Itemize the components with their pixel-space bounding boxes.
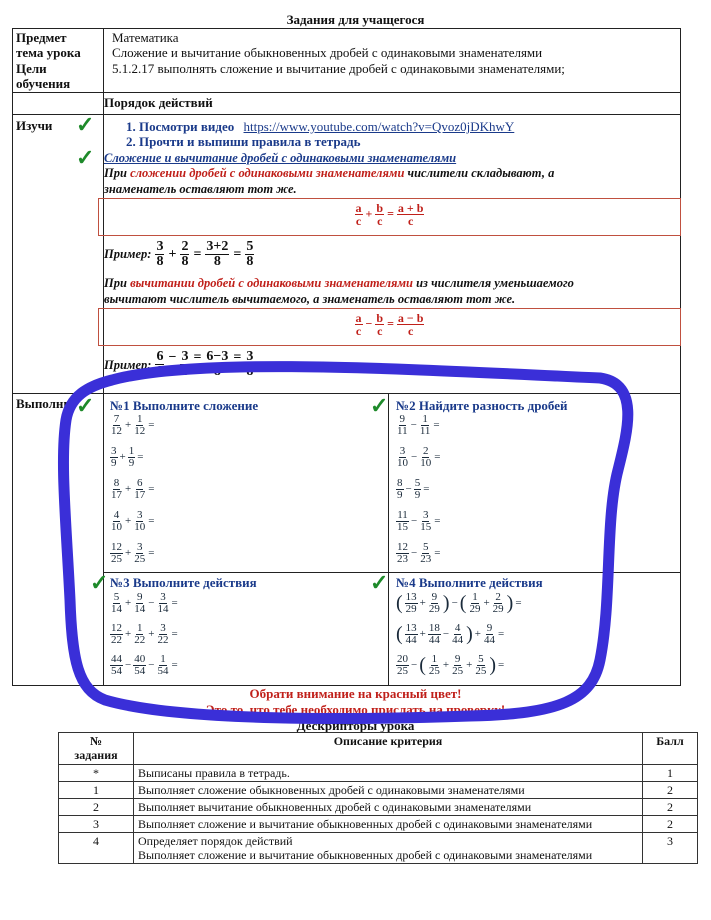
notice-line-1: Обрати внимание на красный цвет! <box>249 686 462 701</box>
row-num: * <box>59 765 134 782</box>
task-3-title: №3 Выполните действия <box>110 575 257 590</box>
exercise: 4 10 + 3 10 = <box>111 508 155 533</box>
row-desc: Выполняет вычитание обыкновенных дробей с одинаковыми знаменателями <box>134 799 643 816</box>
row-num: 3 <box>59 816 134 833</box>
row-num: 4 <box>59 833 134 864</box>
rule-subtraction-line2: вычитают числитель вычитаемого, а знаменатель оставляют тот же. <box>104 292 516 306</box>
rule-text: При <box>104 166 131 180</box>
step-text: 1. Посмотри видео <box>126 119 235 134</box>
checkmark-icon: ✓ <box>76 145 95 170</box>
study-step-2: 2. Прочти и выпиши правила в тетрадь <box>126 134 361 149</box>
subtraction-example: Пример: 6 8 − 3 8 = 6−3 8 = 3 8 <box>104 350 254 379</box>
exercise: 7 12 + 1 12 = <box>111 412 155 437</box>
exercise: 12 25 + 3 25 = <box>111 540 155 565</box>
task-4-title: №4 Выполните действия <box>396 575 543 590</box>
topic-label: тема урока <box>16 45 81 60</box>
row-num: 1 <box>59 782 134 799</box>
exercise: 3 9 + 1 9 = <box>111 444 144 469</box>
row-desc: Выполняет сложение обыкновенных дробей с одинаковыми знаменателями <box>134 782 643 799</box>
goals-value: 5.1.2.17 выполнять сложение и вычитание дробей с одинаковыми знаменателями; <box>112 61 565 76</box>
study-label: Изучи <box>16 118 53 133</box>
row-score: 2 <box>643 799 698 816</box>
col-desc-header: Описание критерия <box>134 733 643 765</box>
checkmark-icon: ✓ <box>370 393 389 418</box>
addition-formula: $\frac{a}{c}$ + $\frac{b}{c}$ = $\frac{a + b}{c}$ <box>355 201 424 228</box>
task-2-title: №2 Найдите разность дробей <box>396 398 568 413</box>
exercise: 8 17 + 6 17 = <box>111 476 155 501</box>
checkmark-icon: ✓ <box>76 112 95 137</box>
rule-heading: Сложение и вычитание дробей с одинаковыми знаменателями <box>104 151 457 165</box>
exercise: 11 15 − 3 15 = <box>397 508 441 533</box>
rule-text: из числителя уменьшаемого <box>412 276 574 290</box>
exercise: 44 54 − 40 54 − 1 54 = <box>111 652 178 677</box>
exercise: 8 9 − 5 9 = <box>397 476 430 501</box>
exercise: ( 13 29 + 9 29 ) − ( 1 29 + 2 29 ) = <box>396 590 522 615</box>
subtraction-formula: $\frac{a}{c}$ − $\frac{b}{c}$ = $\frac{a - b}{c}$ <box>355 311 424 338</box>
example-label: Пример: <box>104 247 152 261</box>
example-label: Пример: <box>104 358 152 372</box>
rule-text: При <box>104 276 131 290</box>
row-desc: Выполняет сложение и вычитание обыкновенных дробей с одинаковыми знаменателями <box>134 816 643 833</box>
col-num-label: № <box>89 734 103 748</box>
col-score-header: Балл <box>643 733 698 765</box>
addition-example: Пример: 3 8 + 2 8 = 3+2 8 = 5 8 <box>104 239 254 269</box>
row-desc-line: Выполняет сложение и вычитание обыкновенных дробей с одинаковыми знаменателями <box>138 848 593 862</box>
rule-text: числители складывают, а <box>404 166 555 180</box>
row-score: 2 <box>643 782 698 799</box>
row-score: 2 <box>643 816 698 833</box>
row-score: 3 <box>643 833 698 864</box>
topic-value: Сложение и вычитание обыкновенных дробей с одинаковыми знаменателями <box>112 45 543 60</box>
row-num: 2 <box>59 799 134 816</box>
row-desc: Выписаны правила в тетрадь. <box>134 765 643 782</box>
goals-label-2: обучения <box>16 76 71 91</box>
checkmark-icon: ✓ <box>370 570 389 595</box>
exercise: 5 14 + 9 14 − 3 14 = <box>111 590 178 615</box>
task-1-title: №1 Выполните сложение <box>110 398 259 413</box>
rule-addition-line2: знаменатель оставляют тот же. <box>104 182 297 196</box>
row-score: 1 <box>643 765 698 782</box>
rule-red-text: сложении дробей с одинаковыми знаменателями <box>130 166 405 180</box>
procedure-label: Порядок действий <box>104 95 213 110</box>
exercise: ( 13 44 + 18 44 − 4 44 ) + 9 44 = <box>396 621 505 646</box>
perform-label: Выполни <box>16 396 71 411</box>
subject-value: Математика <box>112 30 179 45</box>
checkmark-icon: ✓ <box>90 570 109 595</box>
video-link[interactable]: https://www.youtube.com/watch?v=Qvoz0jDKhwY <box>243 119 515 134</box>
col-num-label-2: задания <box>74 748 118 762</box>
descriptors-title: Дескрипторы урока <box>296 718 415 733</box>
notice-line-2: Это то, что тебе необходимо прислать на проверку! <box>205 702 506 717</box>
exercise: 12 22 + 1 22 + 3 22 = <box>111 621 178 646</box>
row-desc-line: Определяет порядок действий <box>138 834 293 848</box>
exercise: 20 25 − ( 1 25 + 9 25 + 5 25 ) = <box>397 652 505 677</box>
exercise: 12 23 − 5 23 = <box>397 540 441 565</box>
rule-red-text: вычитании дробей с одинаковыми знаменателями <box>130 276 413 290</box>
exercise: 9 11 − 1 11 = <box>397 412 440 437</box>
worksheet-title: Задания для учащегося <box>286 12 425 27</box>
subject-label: Предмет <box>16 30 67 45</box>
goals-label: Цели <box>16 61 47 76</box>
exercise: 3 10 − 2 10 = <box>397 444 441 469</box>
checkmark-icon: ✓ <box>76 393 95 418</box>
